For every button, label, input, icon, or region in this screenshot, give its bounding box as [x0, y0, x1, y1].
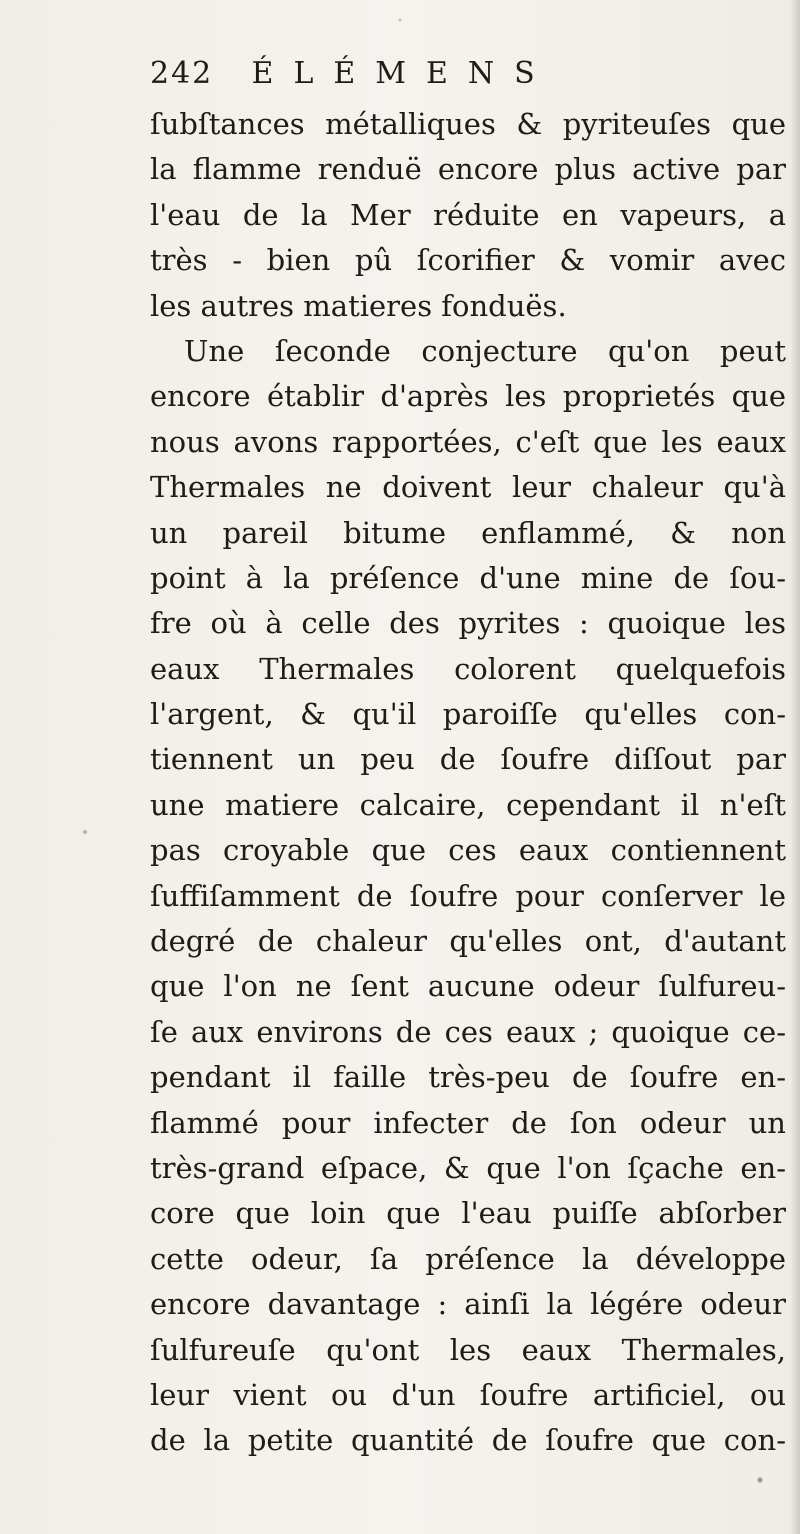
- text-line: degré de chaleur qu'elles ont, d'autant: [150, 924, 786, 959]
- text-line: flammé pour infecter de ſon odeur un: [150, 1105, 786, 1140]
- text-line: la flamme renduë encore plus active par: [150, 152, 786, 187]
- text-line: ſulfureuſe qu'ont les eaux Thermales,: [150, 1332, 786, 1367]
- text-line: point à la préſence d'une mine de ſou-: [150, 560, 786, 595]
- text-line: nous avons rapportées, c'eſt que les eaux: [150, 424, 786, 459]
- text-line: ſubſtances métalliques & pyriteuſes que: [150, 107, 786, 141]
- text-line: un pareil bitume enflammé, & non: [150, 515, 786, 550]
- text-line: ſe aux environs de ces eaux ; quoique ce-: [150, 1014, 786, 1049]
- text-line: tiennent un peu de ſoufre diſſout par: [150, 742, 786, 777]
- text-line: Thermales ne doivent leur chaleur qu'à: [150, 470, 786, 505]
- text-line: fre où à celle des pyrites : quoique les: [150, 606, 786, 641]
- page-gutter-shadow: [790, 0, 800, 1534]
- text-line: cette odeur, ſa préſence la développe: [150, 1241, 786, 1276]
- text-line: très - bien pû ſcorifier & vomir avec: [150, 243, 786, 278]
- text-line: encore établir d'après les proprietés que: [150, 379, 786, 414]
- text-line: très-grand eſpace, & que l'on ſçache en-: [150, 1150, 786, 1185]
- body-text: [150, 102, 786, 1464]
- text-line: ſuffiſamment de ſoufre pour conſerver le: [150, 878, 786, 913]
- text-line: l'eau de la Mer réduite en vapeurs, a: [150, 197, 786, 232]
- text-line: pas croyable que ces eaux contiennent: [150, 833, 786, 868]
- text-line: encore davantage : ainſi la légére odeur: [150, 1287, 786, 1322]
- text-line: Une ſeconde conjecture qu'on peut: [184, 333, 786, 368]
- text-line: une matiere calcaire, cependant il n'eſt: [150, 787, 786, 822]
- running-header: [150, 56, 750, 91]
- running-title: ÉLÉMENS: [251, 56, 555, 91]
- text-line: les autres matieres fonduës.: [150, 288, 567, 323]
- text-line: l'argent, & qu'il paroiſſe qu'elles con-: [150, 697, 786, 732]
- text-line: pendant il faille très-peu de ſoufre en-: [150, 1060, 786, 1095]
- text-line: leur vient ou d'un ſoufre artificiel, ou: [150, 1377, 786, 1412]
- text-line: que l'on ne ſent aucune odeur ſulfureu-: [150, 969, 786, 1004]
- page-number: 242: [150, 56, 214, 91]
- text-line: core que loin que l'eau puiſſe abſorber: [150, 1196, 786, 1231]
- text-line: eaux Thermales colorent quelquefois: [150, 651, 786, 686]
- text-line: de la petite quantité de ſoufre que con-: [150, 1423, 786, 1458]
